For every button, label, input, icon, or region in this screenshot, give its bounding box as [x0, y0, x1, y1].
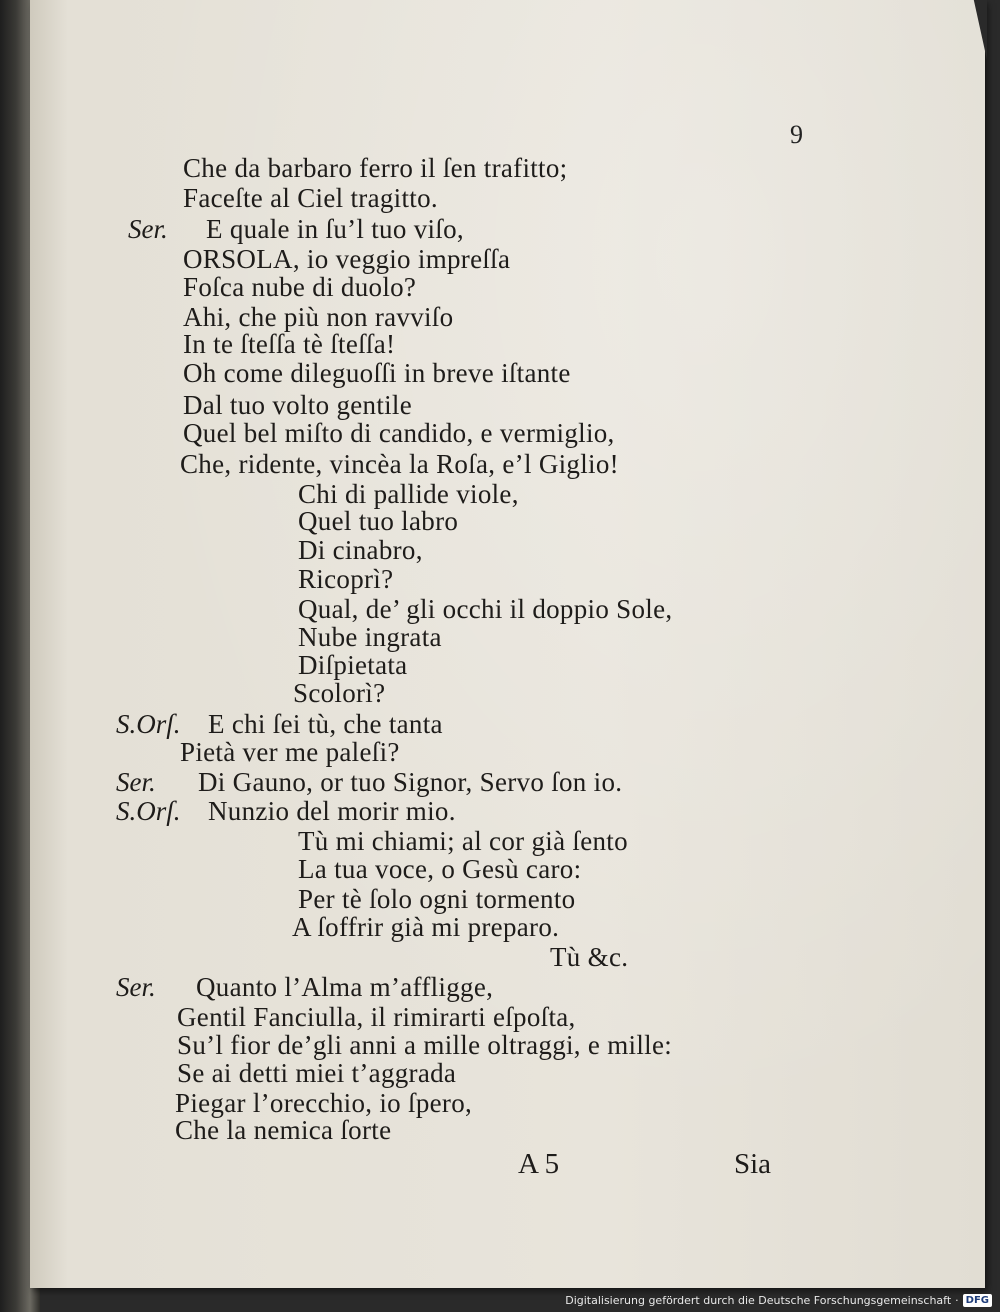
verse-line: Che la nemica ſorte [175, 1115, 392, 1145]
verse-line: Nube ingrata [298, 622, 442, 652]
verse-line: Qual, de’ gli occhi il doppio Sole, [298, 594, 673, 624]
catchword: Sia [734, 1148, 772, 1180]
verse-line: E quale in ſu’l tuo viſo, [206, 214, 464, 244]
verse-line: Dal tuo volto gentile [183, 390, 413, 420]
verse-line: Nunzio del morir mio. [208, 796, 456, 826]
verse-line: Pietà ver me paleſi? [180, 737, 400, 767]
verse-line: Scolorì? [293, 678, 386, 708]
verse-line: Di Gauno, or tuo Signor, Servo ſon io. [198, 767, 623, 797]
speaker-label: S.Orſ. [116, 709, 181, 739]
speaker-label: Ser. [116, 767, 156, 797]
verse-line: Ricoprì? [298, 564, 394, 594]
separator: · [955, 1293, 959, 1307]
verse-line: Quel bel miſto di candido, e vermiglio, [183, 418, 615, 448]
verse-line: Se ai detti miei t’aggrada [177, 1058, 457, 1088]
verse-line: Piegar l’orecchio, io ſpero, [175, 1088, 473, 1118]
verse-line: Per tè ſolo ogni tormento [298, 884, 576, 914]
speaker-label: Ser. [128, 214, 168, 244]
verse-line: Ahi, che più non ravviſo [183, 302, 454, 332]
verse-line: Diſpietata [298, 650, 408, 680]
page-number: 9 [790, 120, 803, 149]
verse-line: Gentil Fanciulla, il rimirarti eſpoſta, [177, 1002, 576, 1032]
verse-line: Quanto l’Alma m’affligge, [196, 972, 494, 1002]
verse-line: ORSOLA, io veggio impreſſa [183, 244, 511, 274]
verse-line: E chi ſei tù, che tanta [208, 709, 443, 739]
verse-line: Quel tuo labro [298, 506, 459, 536]
verse-line: Di cinabro, [298, 535, 423, 565]
verse-line: Che da barbaro ferro il ſen trafitto; [183, 153, 568, 183]
verse-line: La tua voce, o Gesù caro: [298, 854, 582, 884]
verse-line: Chi di pallide viole, [298, 479, 519, 509]
verse-line: Oh come dileguoſſi in breve iſtante [183, 358, 571, 388]
verse-line: Che, ridente, vincèa la Roſa, e’l Giglio! [180, 449, 619, 479]
verse-line: Tù &c. [550, 942, 629, 972]
speaker-label: S.Orſ. [116, 796, 181, 826]
signature-mark: A 5 [518, 1148, 560, 1180]
digitization-footer [565, 1292, 992, 1308]
verse-line: A ſoffrir già mi preparo. [292, 912, 560, 942]
verse-line: Faceſte al Ciel tragitto. [183, 183, 438, 213]
funding-notice: Digitalisierung gefördert durch die Deutsche Forschungsgemeinschaft [565, 1293, 952, 1307]
verse-line: Tù mi chiami; al cor già ſento [298, 826, 628, 856]
verse-line: Foſca nube di duolo? [183, 272, 417, 302]
book-page [30, 0, 985, 1288]
speaker-label: Ser. [116, 972, 156, 1002]
verse-line: Su’l fior de’gli anni a mille oltraggi, e mille: [177, 1030, 673, 1060]
verse-line: In te ſteſſa tè ſteſſa! [183, 329, 396, 359]
dfg-logo: DFG [963, 1294, 992, 1307]
